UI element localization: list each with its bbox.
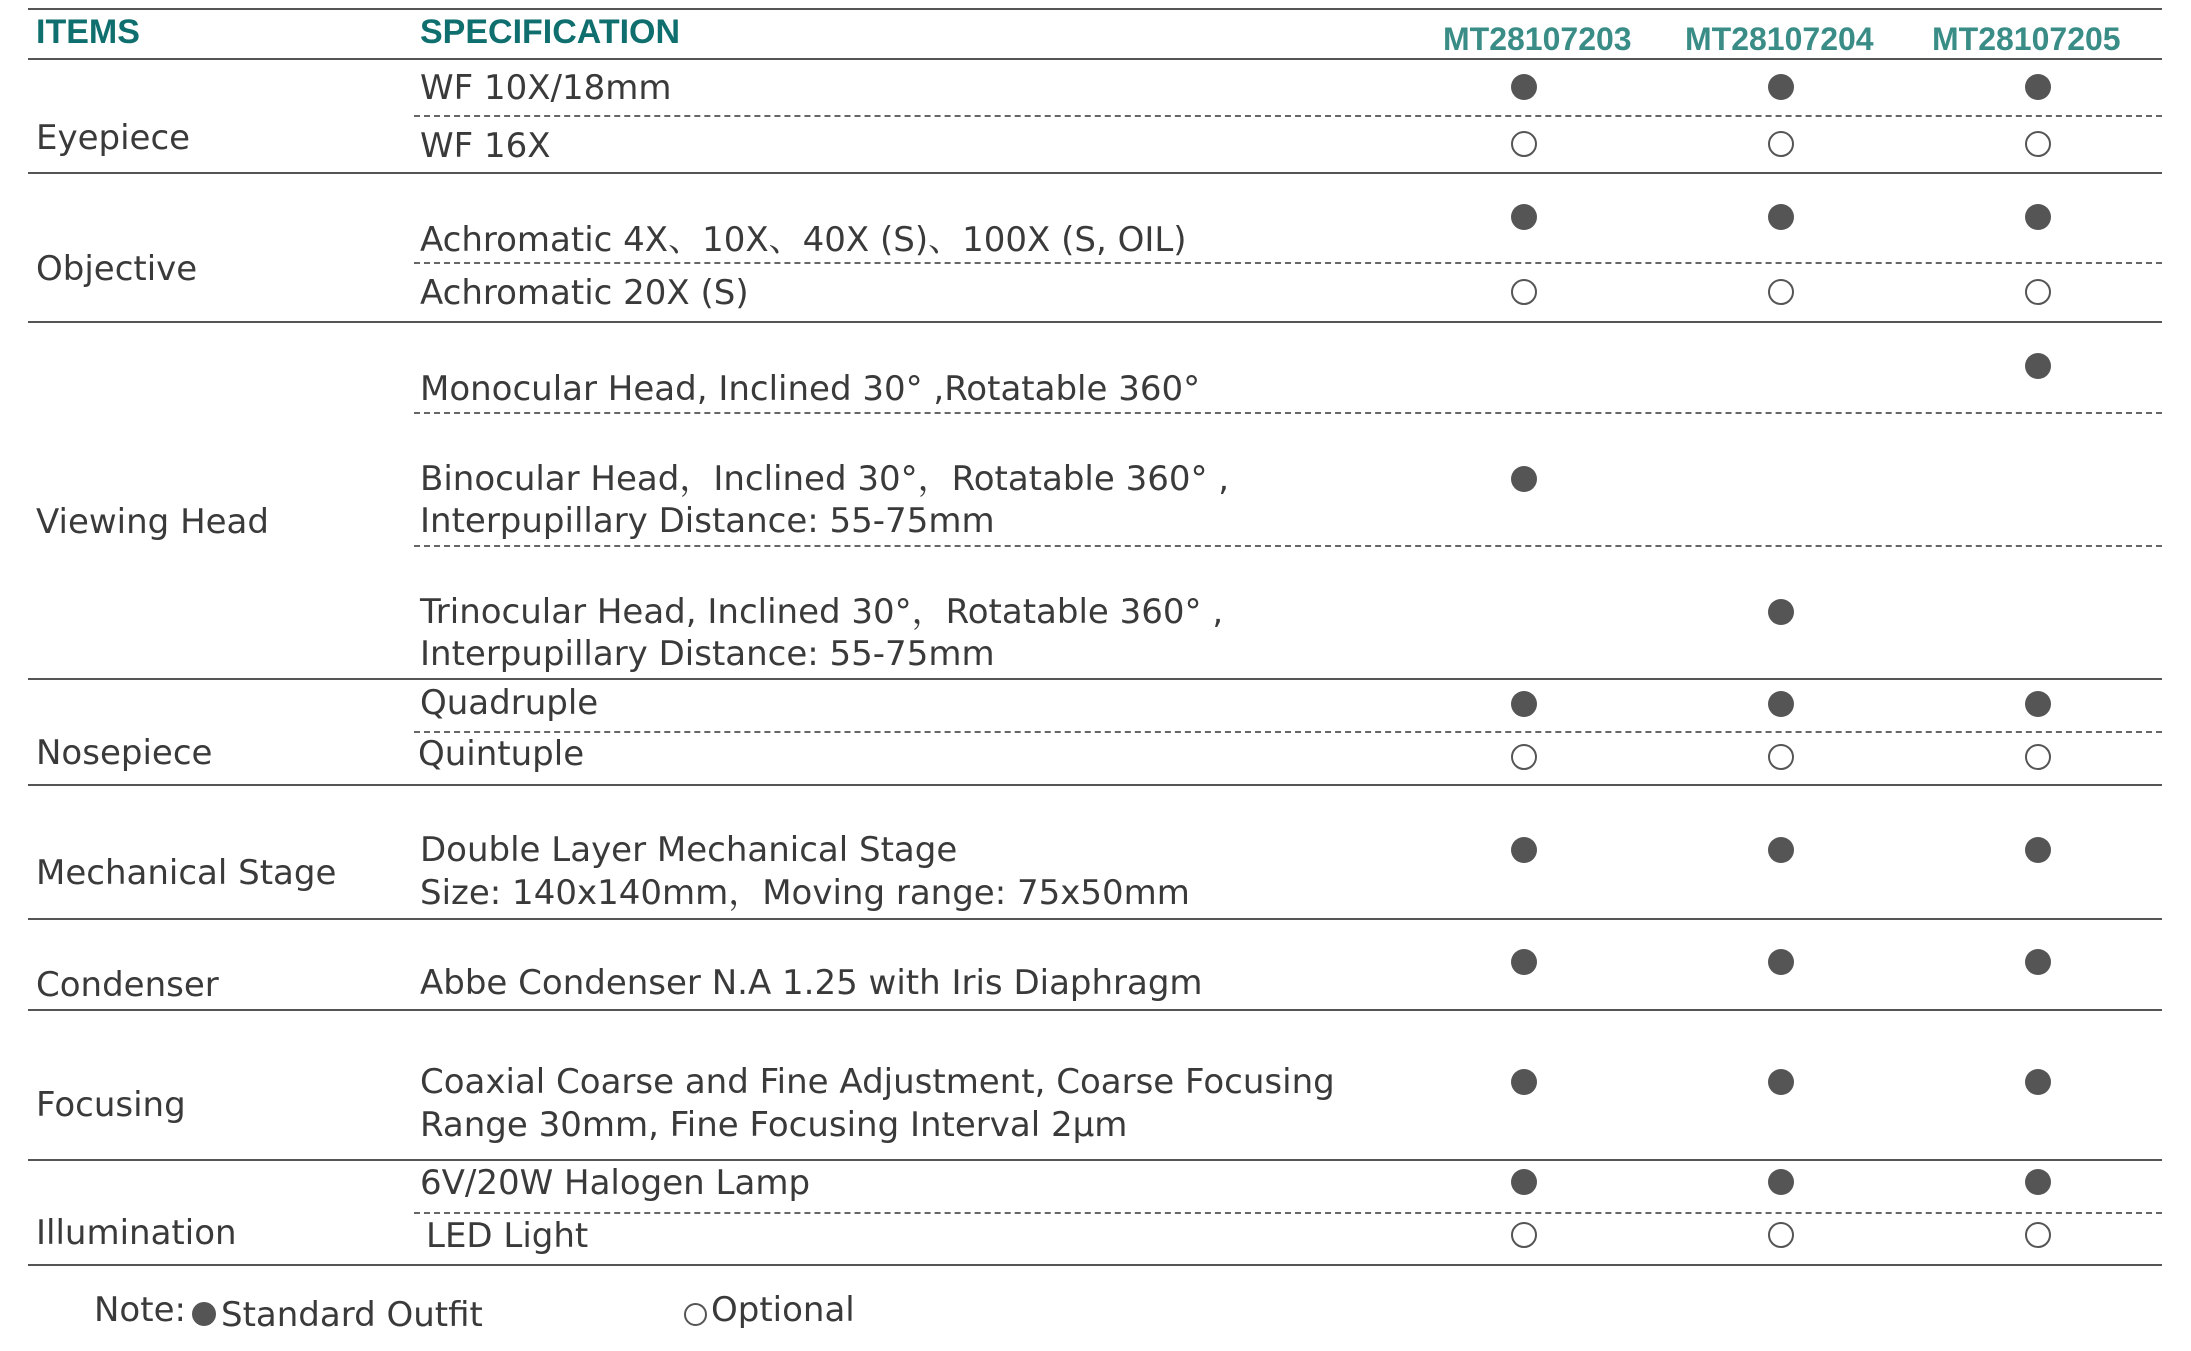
optional-circle bbox=[2025, 131, 2051, 157]
optional-circle bbox=[2025, 279, 2051, 305]
standard-outfit-dot bbox=[1511, 204, 1537, 230]
standard-legend-dot bbox=[192, 1302, 216, 1326]
standard-outfit-dot bbox=[1768, 204, 1794, 230]
model-header-1: MT28107203 bbox=[1443, 21, 1632, 57]
spec-stage-line1: Double Layer Mechanical Stage bbox=[420, 830, 958, 870]
row-separator bbox=[414, 115, 2162, 117]
standard-outfit-dot bbox=[1511, 74, 1537, 100]
row-separator bbox=[414, 731, 2162, 733]
row-separator bbox=[414, 412, 2162, 414]
standard-outfit-dot bbox=[2025, 949, 2051, 975]
section-rule bbox=[28, 321, 2162, 323]
spec-trinocular-head-line1: Trinocular Head, Inclined 30°，Rotatable 360° , bbox=[420, 592, 1224, 632]
standard-outfit-dot bbox=[1511, 1169, 1537, 1195]
spec-quintuple: Quintuple bbox=[418, 734, 585, 774]
optional-circle bbox=[1511, 279, 1537, 305]
spec-objective-standard: Achromatic 4X、10X、40X (S)、100X (S, OIL) bbox=[420, 220, 1187, 260]
standard-outfit-dot bbox=[1511, 837, 1537, 863]
standard-outfit-dot bbox=[1511, 949, 1537, 975]
spec-monocular-head: Monocular Head, Inclined 30° ,Rotatable 360° bbox=[420, 369, 1201, 409]
spec-trinocular-head-line2: Interpupillary Distance: 55-75mm bbox=[420, 634, 995, 674]
standard-outfit-dot bbox=[1768, 949, 1794, 975]
specification-header: SPECIFICATION bbox=[420, 13, 681, 51]
spec-focusing-line2: Range 30mm, Fine Focusing Interval 2μm bbox=[420, 1105, 1128, 1145]
note-standard-outfit: Standard Outfit bbox=[221, 1295, 483, 1335]
optional-circle bbox=[2025, 744, 2051, 770]
row-separator bbox=[414, 1212, 2162, 1214]
note-label: Note: bbox=[94, 1290, 186, 1330]
standard-outfit-dot bbox=[1511, 466, 1537, 492]
standard-outfit-dot bbox=[1511, 1069, 1537, 1095]
note-optional: Optional bbox=[711, 1290, 855, 1330]
item-focusing: Focusing bbox=[36, 1085, 186, 1125]
spec-binocular-head-line2: Interpupillary Distance: 55-75mm bbox=[420, 501, 995, 541]
row-separator bbox=[414, 545, 2162, 547]
top-rule bbox=[28, 8, 2162, 10]
item-illumination: Illumination bbox=[36, 1213, 237, 1253]
standard-outfit-dot bbox=[2025, 204, 2051, 230]
optional-circle bbox=[2025, 1222, 2051, 1248]
optional-circle bbox=[1511, 1222, 1537, 1248]
standard-outfit-dot bbox=[1768, 691, 1794, 717]
row-separator bbox=[414, 262, 2162, 264]
section-rule bbox=[28, 678, 2162, 680]
standard-outfit-dot bbox=[2025, 1169, 2051, 1195]
section-rule bbox=[28, 918, 2162, 920]
standard-outfit-dot bbox=[2025, 1069, 2051, 1095]
bottom-rule bbox=[28, 1264, 2162, 1266]
standard-outfit-dot bbox=[1768, 1069, 1794, 1095]
standard-outfit-dot bbox=[1768, 74, 1794, 100]
item-nosepiece: Nosepiece bbox=[36, 733, 213, 773]
item-viewing-head: Viewing Head bbox=[36, 502, 269, 542]
spec-focusing-line1: Coaxial Coarse and Fine Adjustment, Coarse Focusing bbox=[420, 1062, 1335, 1102]
optional-circle bbox=[1768, 744, 1794, 770]
standard-outfit-dot bbox=[1511, 691, 1537, 717]
optional-circle bbox=[1511, 744, 1537, 770]
optional-circle bbox=[1768, 131, 1794, 157]
spec-led-light: LED Light bbox=[426, 1216, 589, 1256]
standard-outfit-dot bbox=[2025, 74, 2051, 100]
item-mechanical-stage: Mechanical Stage bbox=[36, 853, 337, 893]
spec-eyepiece-wf10x: WF 10X/18mm bbox=[420, 68, 672, 108]
model-header-3: MT28107205 bbox=[1932, 21, 2121, 57]
item-objective: Objective bbox=[36, 249, 198, 289]
spec-objective-20x: Achromatic 20X (S) bbox=[420, 273, 749, 313]
spec-binocular-head-line1: Binocular Head，Inclined 30°，Rotatable 360° , bbox=[420, 459, 1230, 499]
spec-condenser: Abbe Condenser N.A 1.25 with Iris Diaphragm bbox=[420, 963, 1203, 1003]
header-rule bbox=[28, 58, 2162, 60]
spec-quadruple: Quadruple bbox=[420, 683, 599, 723]
optional-circle bbox=[1768, 1222, 1794, 1248]
standard-outfit-dot bbox=[1768, 599, 1794, 625]
standard-outfit-dot bbox=[2025, 353, 2051, 379]
item-condenser: Condenser bbox=[36, 965, 219, 1005]
items-header: ITEMS bbox=[36, 13, 140, 51]
optional-legend-circle bbox=[684, 1303, 707, 1326]
section-rule bbox=[28, 1159, 2162, 1161]
standard-outfit-dot bbox=[1768, 837, 1794, 863]
spec-halogen-lamp: 6V/20W Halogen Lamp bbox=[420, 1163, 811, 1203]
item-eyepiece: Eyepiece bbox=[36, 118, 191, 158]
section-rule bbox=[28, 1009, 2162, 1011]
section-rule bbox=[28, 172, 2162, 174]
standard-outfit-dot bbox=[2025, 691, 2051, 717]
spec-stage-line2: Size: 140x140mm，Moving range: 75x50mm bbox=[420, 873, 1190, 913]
optional-circle bbox=[1511, 131, 1537, 157]
spec-eyepiece-wf16x: WF 16X bbox=[420, 126, 551, 166]
standard-outfit-dot bbox=[2025, 837, 2051, 863]
section-rule bbox=[28, 784, 2162, 786]
model-header-2: MT28107204 bbox=[1685, 21, 1874, 57]
standard-outfit-dot bbox=[1768, 1169, 1794, 1195]
optional-circle bbox=[1768, 279, 1794, 305]
